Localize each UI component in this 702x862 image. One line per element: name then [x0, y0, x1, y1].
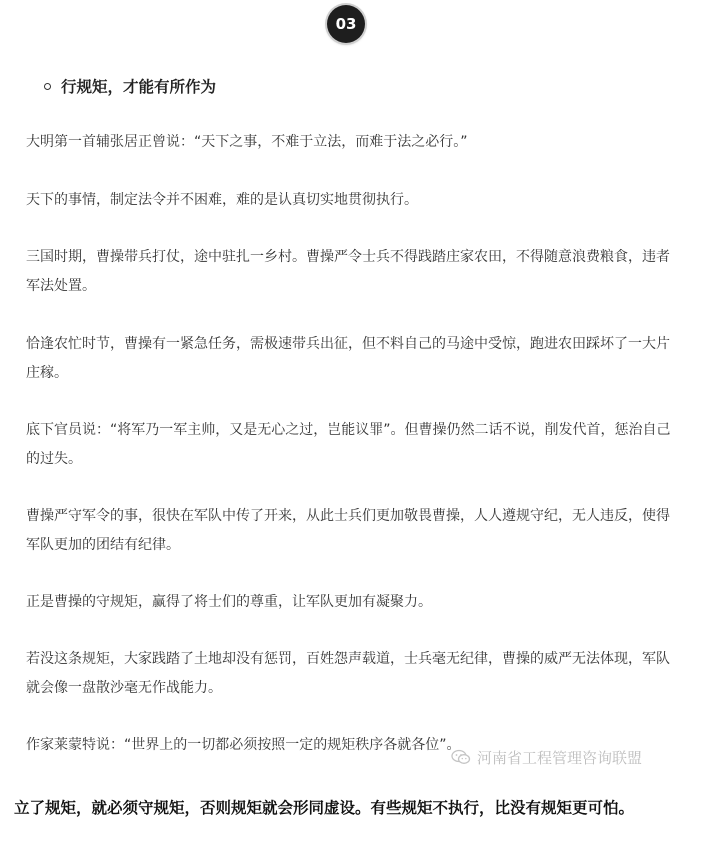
section-heading	[44, 74, 216, 98]
hollow-circle-bullet-icon	[44, 83, 51, 90]
paragraph-4: 恰逢农忙时节，曹操有一紧急任务，需极速带兵出征，但不料自己的马途中受惊，跑进农田踩坏了一大片庄稼。	[26, 336, 670, 381]
closing-statement: 立了规矩，就必须守规矩，否则规矩就会形同虚设。有些规矩不执行，比没有规矩更可怕。	[14, 799, 635, 817]
watermark-text: 河南省工程管理咨询联盟	[477, 748, 643, 767]
section-heading-text: 行规矩，才能有所作为	[61, 78, 217, 96]
wechat-icon	[451, 749, 471, 765]
watermark	[451, 745, 642, 769]
paragraph-2: 天下的事情，制定法令并不困难，难的是认真切实地贯彻执行。	[26, 192, 418, 208]
paragraph-9: 作家莱蒙特说：“世界上的一切都必须按照一定的规矩秩序各就各位”。	[26, 737, 461, 753]
paragraph-8: 若没这条规矩，大家践踏了土地却没有惩罚，百姓怨声载道，士兵毫无纪律，曹操的威严无法体现，军队就会像一盘散沙毫无作战能力。	[26, 651, 670, 696]
section-number-badge	[327, 5, 365, 43]
paragraph-3: 三国时期，曹操带兵打仗，途中驻扎一乡村。曹操严令士兵不得践踏庄家农田，不得随意浪费粮食，违者军法处置。	[26, 249, 670, 294]
paragraph-5: 底下官员说：“将军乃一军主帅，又是无心之过，岂能议罪”。但曹操仍然二话不说，削发代首，惩治自己的过失。	[26, 422, 671, 467]
paragraph-6: 曹操严守军令的事，很快在军队中传了开来，从此士兵们更加敬畏曹操，人人遵规守纪，无人违反，使得军队更加的团结有纪律。	[26, 508, 670, 553]
paragraph-7: 正是曹操的守规矩，赢得了将士们的尊重，让军队更加有凝聚力。	[26, 594, 432, 610]
section-number: 03	[327, 5, 365, 43]
paragraph-1: 大明第一首辅张居正曾说：“天下之事，不难于立法，而难于法之必行。”	[26, 134, 468, 150]
